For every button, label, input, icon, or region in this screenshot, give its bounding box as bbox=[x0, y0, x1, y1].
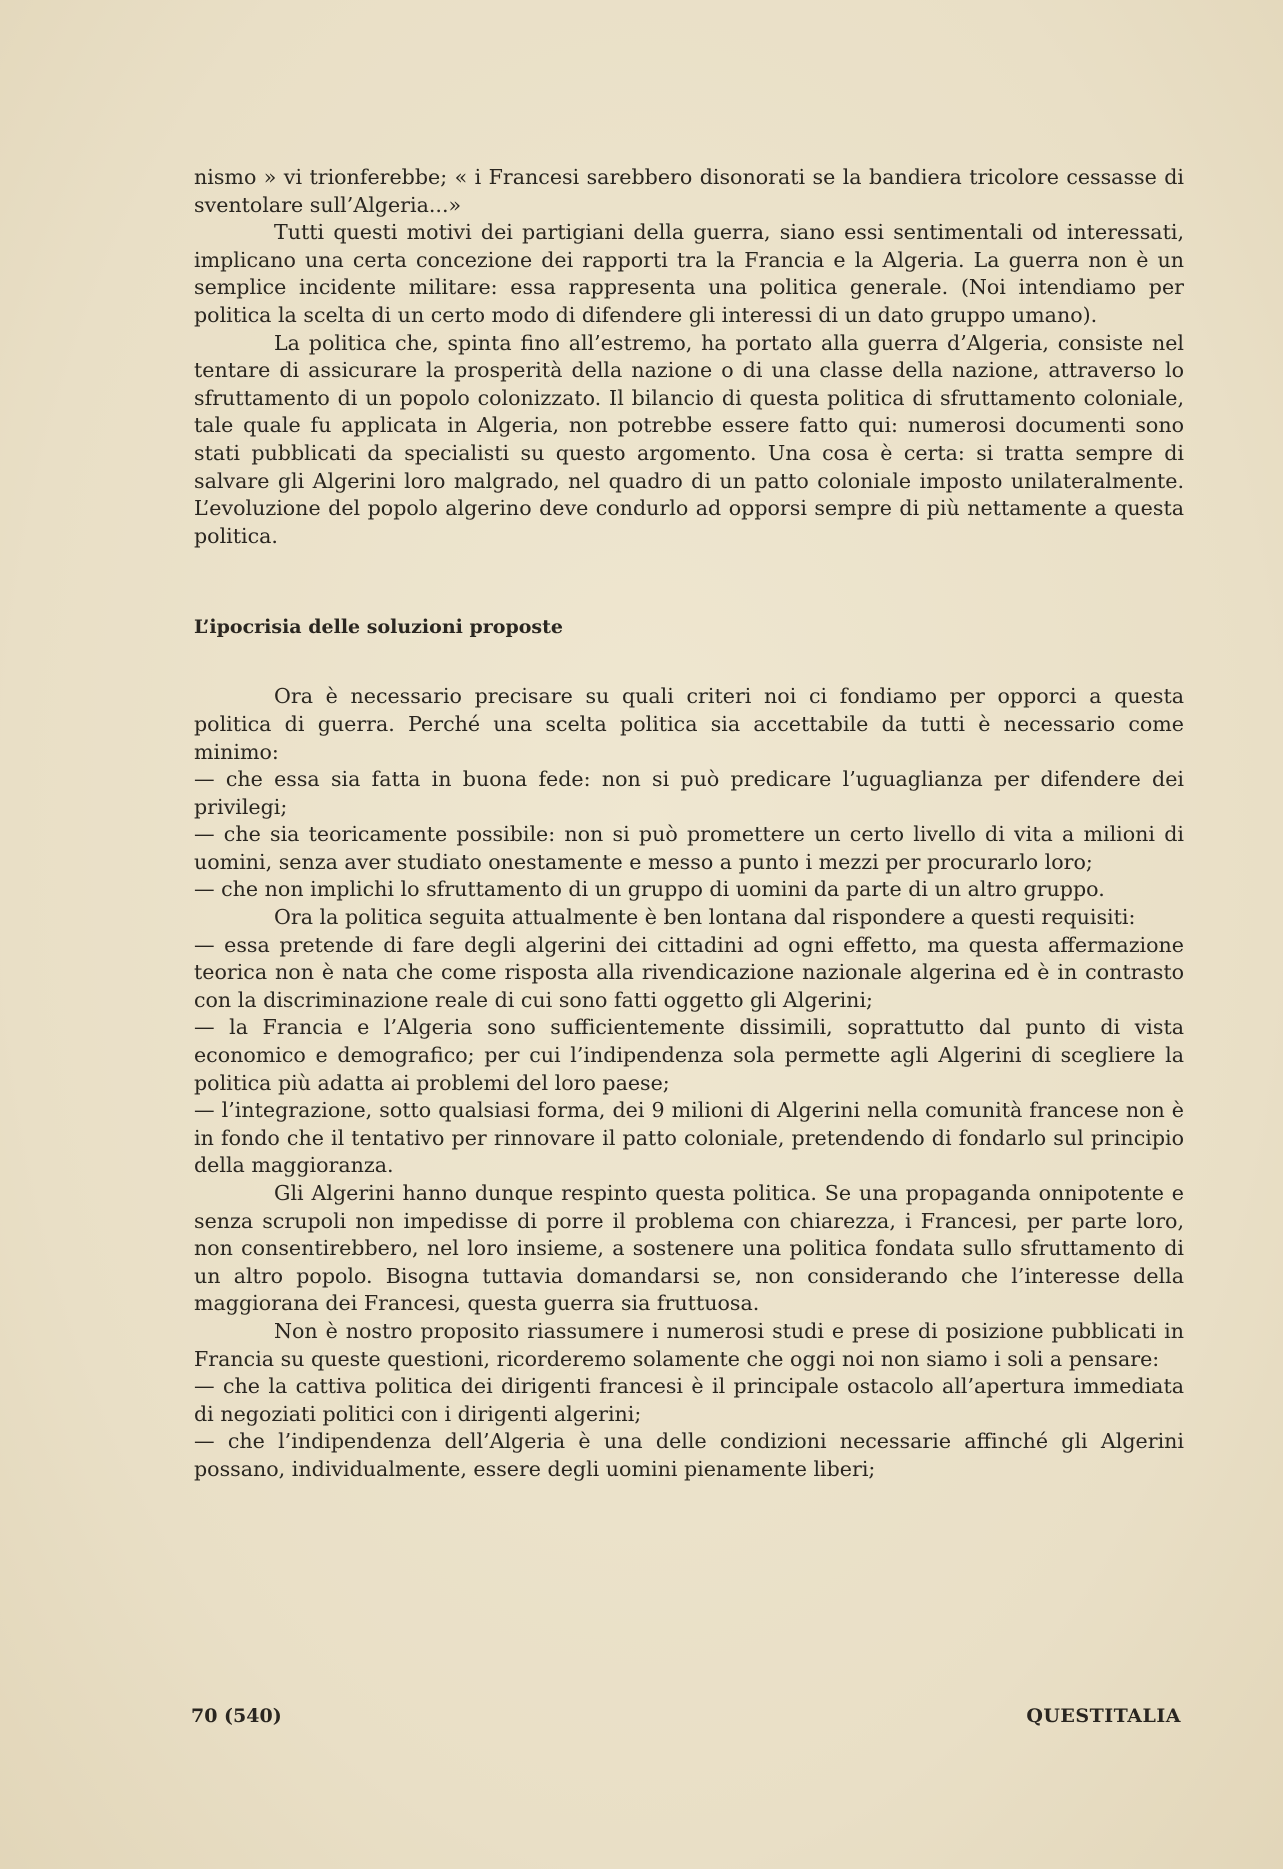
list-item: — l’integrazione, sotto qualsiasi forma, dei 9 milioni di Algerini nella comunità francese non è in fondo che il tentativo per rinnovare il patto coloniale, pretendendo di fondarlo sul principio della maggioranza. bbox=[194, 1098, 1184, 1178]
section-heading: L’ipocrisia delle soluzioni proposte bbox=[194, 616, 563, 639]
paragraph: Tutti questi motivi dei partigiani della guerra, siano essi sentimentali od interessati, implicano una certa concezione dei rapporti tra la Francia e la Algeria. La guerra non è un semplice incidente militare: essa rappresenta una politica generale. (Noi intendiamo per politica la scelta di un certo modo di difendere gli interessi di un dato gruppo umano). bbox=[194, 220, 1184, 327]
paragraph: Ora è necessario precisare su quali criteri noi ci fondiamo per opporci a questa politica di guerra. Perché una scelta politica sia accettabile da tutti è necessario come minimo: bbox=[194, 684, 1184, 764]
list-item: — che essa sia fatta in buona fede: non si può predicare l’uguaglianza per difendere dei privilegi; bbox=[194, 767, 1184, 819]
paragraph: Non è nostro proposito riassumere i numerosi studi e prese di posizione pubblicati in Francia su queste questioni, ricorderemo solamente che oggi noi non siamo i soli a pensare: bbox=[194, 1318, 1184, 1371]
journal-name: QUESTITALIA bbox=[1026, 1705, 1181, 1727]
paragraph: Ora la politica seguita attualmente è ben lontana dal rispondere a questi requisiti: bbox=[274, 905, 1136, 930]
text-column bbox=[194, 164, 1184, 1484]
list-item: — che l’indipendenza dell’Algeria è una delle condizioni necessarie affinché gli Algerini possano, individualmente, essere degli uomini pienamente liberi; bbox=[194, 1429, 1184, 1481]
list-item: — che sia teoricamente possibile: non si può promettere un certo livello di vita a milioni di uomini, senza aver studiato onestamente e messo a punto i mezzi per procurarlo loro; bbox=[194, 822, 1184, 874]
paragraph: nismo » vi trionferebbe; « i Francesi sarebbero disonorati se la bandiera tricolore cessasse di sventolare sull’Algeria...» bbox=[194, 165, 1184, 217]
list-item: — essa pretende di fare degli algerini dei cittadini ad ogni effetto, ma questa affermazione teorica non è nata che come risposta alla rivendicazione nazionale algerina ed è in contrasto con la discriminazione reale di cui sono fatti oggetto gli Algerini; bbox=[194, 932, 1184, 1012]
paragraph: La politica che, spinta fino all’estremo, ha portato alla guerra d’Algeria, consiste nel tentare di assicurare la prosperità della nazione o di una classe della nazione, attraverso lo sfruttamento di un popolo colonizzato. Il bilancio di questa politica di sfruttamento coloniale, tale quale fu applicata in Algeria, non potrebbe essere fatto qui: numerosi documenti sono stati pubblicati da specialisti su questo argomento. Una cosa è certa: si tratta sempre di salvare gli Algerini loro malgrado, nel quadro di un patto coloniale imposto unilateralmente. L’evoluzione del popolo algerino deve condurlo ad opporsi sempre di più nettamente a questa politica. bbox=[194, 330, 1184, 548]
page-number: 70 (540) bbox=[191, 1705, 282, 1727]
list-item: — che la cattiva politica dei dirigenti francesi è il principale ostacolo all’apertura immediata di negoziati politici con i dirigenti algerini; bbox=[194, 1374, 1184, 1426]
paragraph: Gli Algerini hanno dunque respinto questa politica. Se una propaganda onnipotente e senza scrupoli non impedisse di porre il problema con chiarezza, i Francesi, per parte loro, non consentirebbero, nel loro insieme, a sostenere una politica fondata sullo sfruttamento di un altro popolo. Bisogna tuttavia domandarsi se, non considerando che l’interesse della maggiorana dei Francesi, questa guerra sia fruttuosa. bbox=[194, 1181, 1184, 1316]
list-item: — che non implichi lo sfruttamento di un gruppo di uomini da parte di un altro gruppo. bbox=[194, 877, 1105, 902]
list-item: — la Francia e l’Algeria sono sufficientemente dissimili, soprattutto dal punto di vista economico e demografico; per cui l’indipendenza sola permette agli Algerini di scegliere la politica più adatta ai problemi del loro paese; bbox=[194, 1015, 1184, 1095]
